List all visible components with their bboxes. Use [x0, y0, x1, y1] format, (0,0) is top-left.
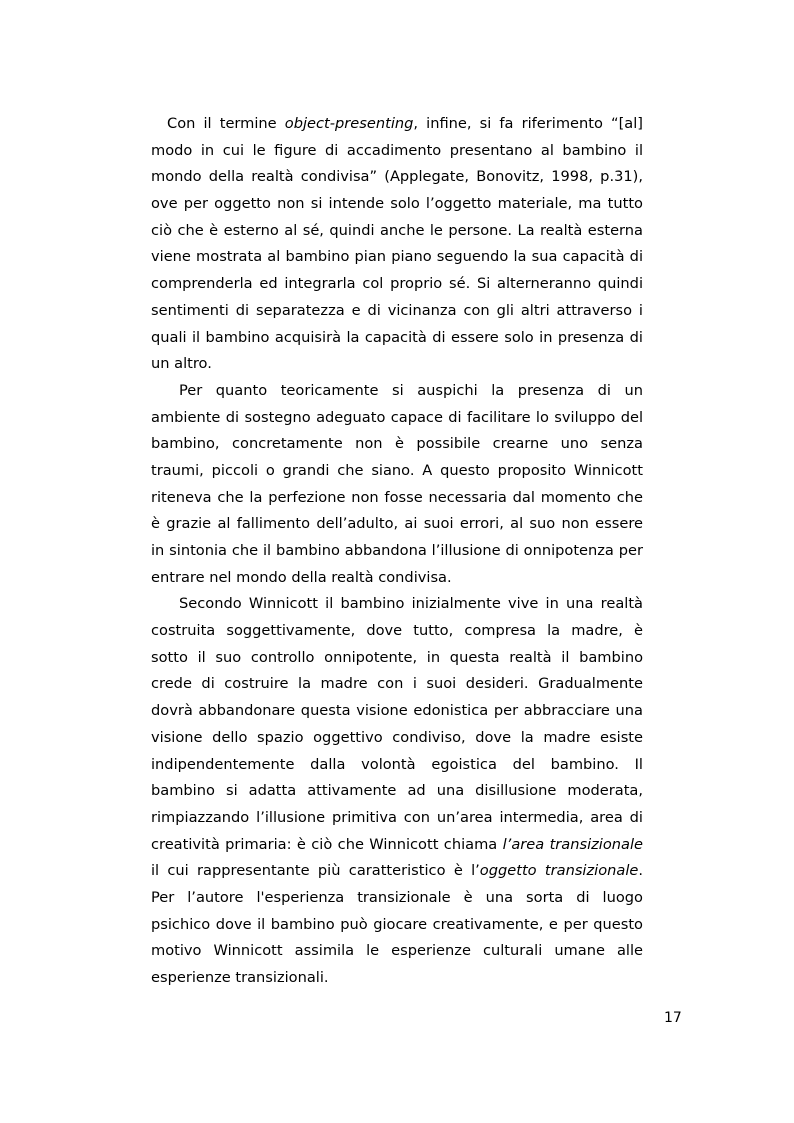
text-line: bambino si adatta attivamente ad una disillusione moderata, [151, 782, 643, 800]
paragraph [151, 111, 643, 378]
text-line: Secondo Winnicott il bambino inizialmente vive in una realtà [179, 595, 643, 613]
text-line: rimpiazzando l’illusione primitiva con un’area intermedia, area di [151, 808, 643, 826]
text-line: ciò che è esterno al sé, quindi anche le persone. La realtà esterna [151, 221, 643, 239]
text-line: viene mostrata al bambino pian piano seguendo la sua capacità di [151, 248, 643, 266]
text-line: entrare nel mondo della realtà condivisa. [151, 568, 452, 586]
text-line: esperienze transizionali. [151, 969, 329, 986]
text-line: motivo Winnicott assimila le esperienze culturali umane alle [151, 942, 643, 960]
text-line: ove per oggetto non si intende solo l’oggetto materiale, ma tutto [151, 195, 643, 213]
text-line: traumi, piccoli o grandi che siano. A questo proposito Winnicott [151, 461, 643, 479]
text-line: riteneva che la perfezione non fosse necessaria dal momento che [151, 488, 643, 506]
text-line: quali il bambino acquisirà la capacità di essere solo in presenza di [151, 328, 643, 346]
text-line: mondo della realtà condivisa” (Applegate, Bonovitz, 1998, p.31), [151, 168, 643, 186]
text-line: un altro. [151, 355, 212, 373]
italic-term: l’area transizionale [502, 835, 644, 853]
text-line: Per l’autore l'esperienza transizionale è una sorta di luogo [151, 888, 643, 906]
text-line: sentimenti di separatezza e di vicinanza con gli altri attraverso i [151, 301, 643, 319]
text-line: ambiente di sostegno adeguato capace di facilitare lo sviluppo del [151, 408, 643, 426]
text-line: Per quanto teoricamente si auspichi la presenza di un [179, 381, 643, 399]
text-line: psichico dove il bambino può giocare creativamente, e per questo [151, 915, 643, 933]
paragraph [151, 378, 643, 592]
text-line: è grazie al fallimento dell’adulto, ai suoi errori, al suo non essere [151, 515, 643, 533]
text-line: il cui rappresentante più caratteristico è l’oggetto transizionale. [151, 862, 643, 880]
text-line: sotto il suo controllo onnipotente, in questa realtà il bambino [151, 648, 643, 666]
text-line: in sintonia che il bambino abbandona l’illusione di onnipotenza per [151, 542, 643, 559]
italic-term: object-presenting [284, 115, 414, 132]
body-text [151, 111, 643, 992]
text-line: indipendentemente dalla volontà egoistica del bambino. Il [151, 755, 643, 773]
text-line: modo in cui le figure di accadimento presentano al bambino il [151, 141, 643, 159]
text-line: visione dello spazio oggettivo condiviso, dove la madre esiste [151, 728, 643, 746]
page-number: 17 [664, 1010, 682, 1026]
text-line: dovrà abbandonare questa visione edonistica per abbracciare una [151, 702, 643, 720]
italic-term: oggetto transizionale [479, 862, 639, 880]
text-line: crede di costruire la madre con i suoi desideri. Gradualmente [151, 675, 643, 693]
text-line: comprenderla ed integrarla col proprio sé. Si alterneranno quindi [151, 275, 643, 293]
paragraph [151, 591, 643, 991]
text-line: Con il termine object-presenting, infine, si fa riferimento “[al] [167, 115, 643, 132]
text-line: bambino, concretamente non è possibile crearne uno senza [151, 435, 643, 453]
text-line: costruita soggettivamente, dove tutto, compresa la madre, è [151, 622, 643, 640]
text-line: creatività primaria: è ciò che Winnicott chiama l’area transizionale [151, 835, 644, 853]
